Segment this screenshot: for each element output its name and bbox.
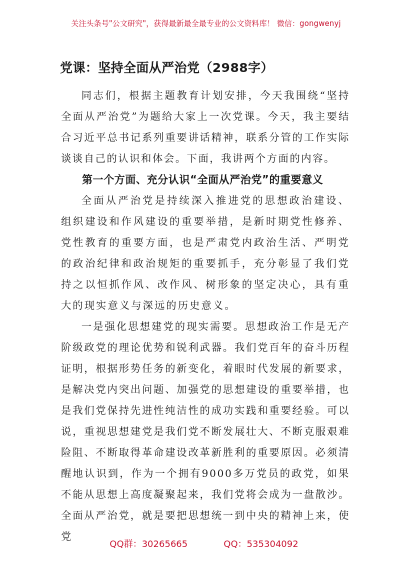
qq-contact-number: QQ：535304092 — [223, 540, 299, 550]
page-footer — [0, 537, 408, 553]
header-banner: 关注头条号"公文研究"，获得最新最全最专业的公文资料库！ 微信：gongwenyj — [71, 19, 341, 28]
document-title: 党课：坚持全面从严治党（2988字） — [60, 60, 274, 75]
section-heading: 第一个方面、充分认识“全面从严治党”的重要意义 — [82, 174, 324, 186]
document-body — [61, 59, 350, 548]
body-paragraph: 全面从严治党是持续深入推进党的思想政治建设、组织建设和作风建设的重要举措，是新时期党性修养、党性教育的重要方面，也是严肃党内政治生活、严明党的政治纪律和政治规矩的重要抓手，充分彰显了我们党持之以恒抓作风、改作风、树形象的坚定决心，具有重大的现实意义与深远的历史意义。 — [61, 196, 350, 312]
body-paragraph: 一是强化思想建党的现实需要。思想政治工作是无产阶级政党的理论优势和锐利武器。我们党百年的奋斗历程证明，根据形势任务的新变化，着眼时代发展的新要求，是解决党内突出问题、加强党的思想建设的重要举措，也是我们党保持先进性纯洁性的成功实践和重要经验。可以说，重视思想建党是我们党不断发展壮大、不断克服艰难险阻、不断取得革命建设改革新胜利的重要原因。必须清醒地认识到，作为一个拥有9000多万党员的政党，如果不能从思想上高度凝聚起来，我们党将会成为一盘散沙。全面从严治党，就是要把思想统一到中央的精神上来，使党 — [61, 322, 350, 543]
qq-group-number: QQ群：30265665 — [109, 540, 188, 550]
intro-paragraph: 同志们，根据主题教育计划安排，今天我围绕“坚持全面从严治党”为题给大家上一次党课。今天，我主要结合习近平总书记系列重要讲话精神，联系分管的工作实际谈谈自己的认识和体会。下面，我讲两个方面的内容。 — [61, 91, 350, 165]
